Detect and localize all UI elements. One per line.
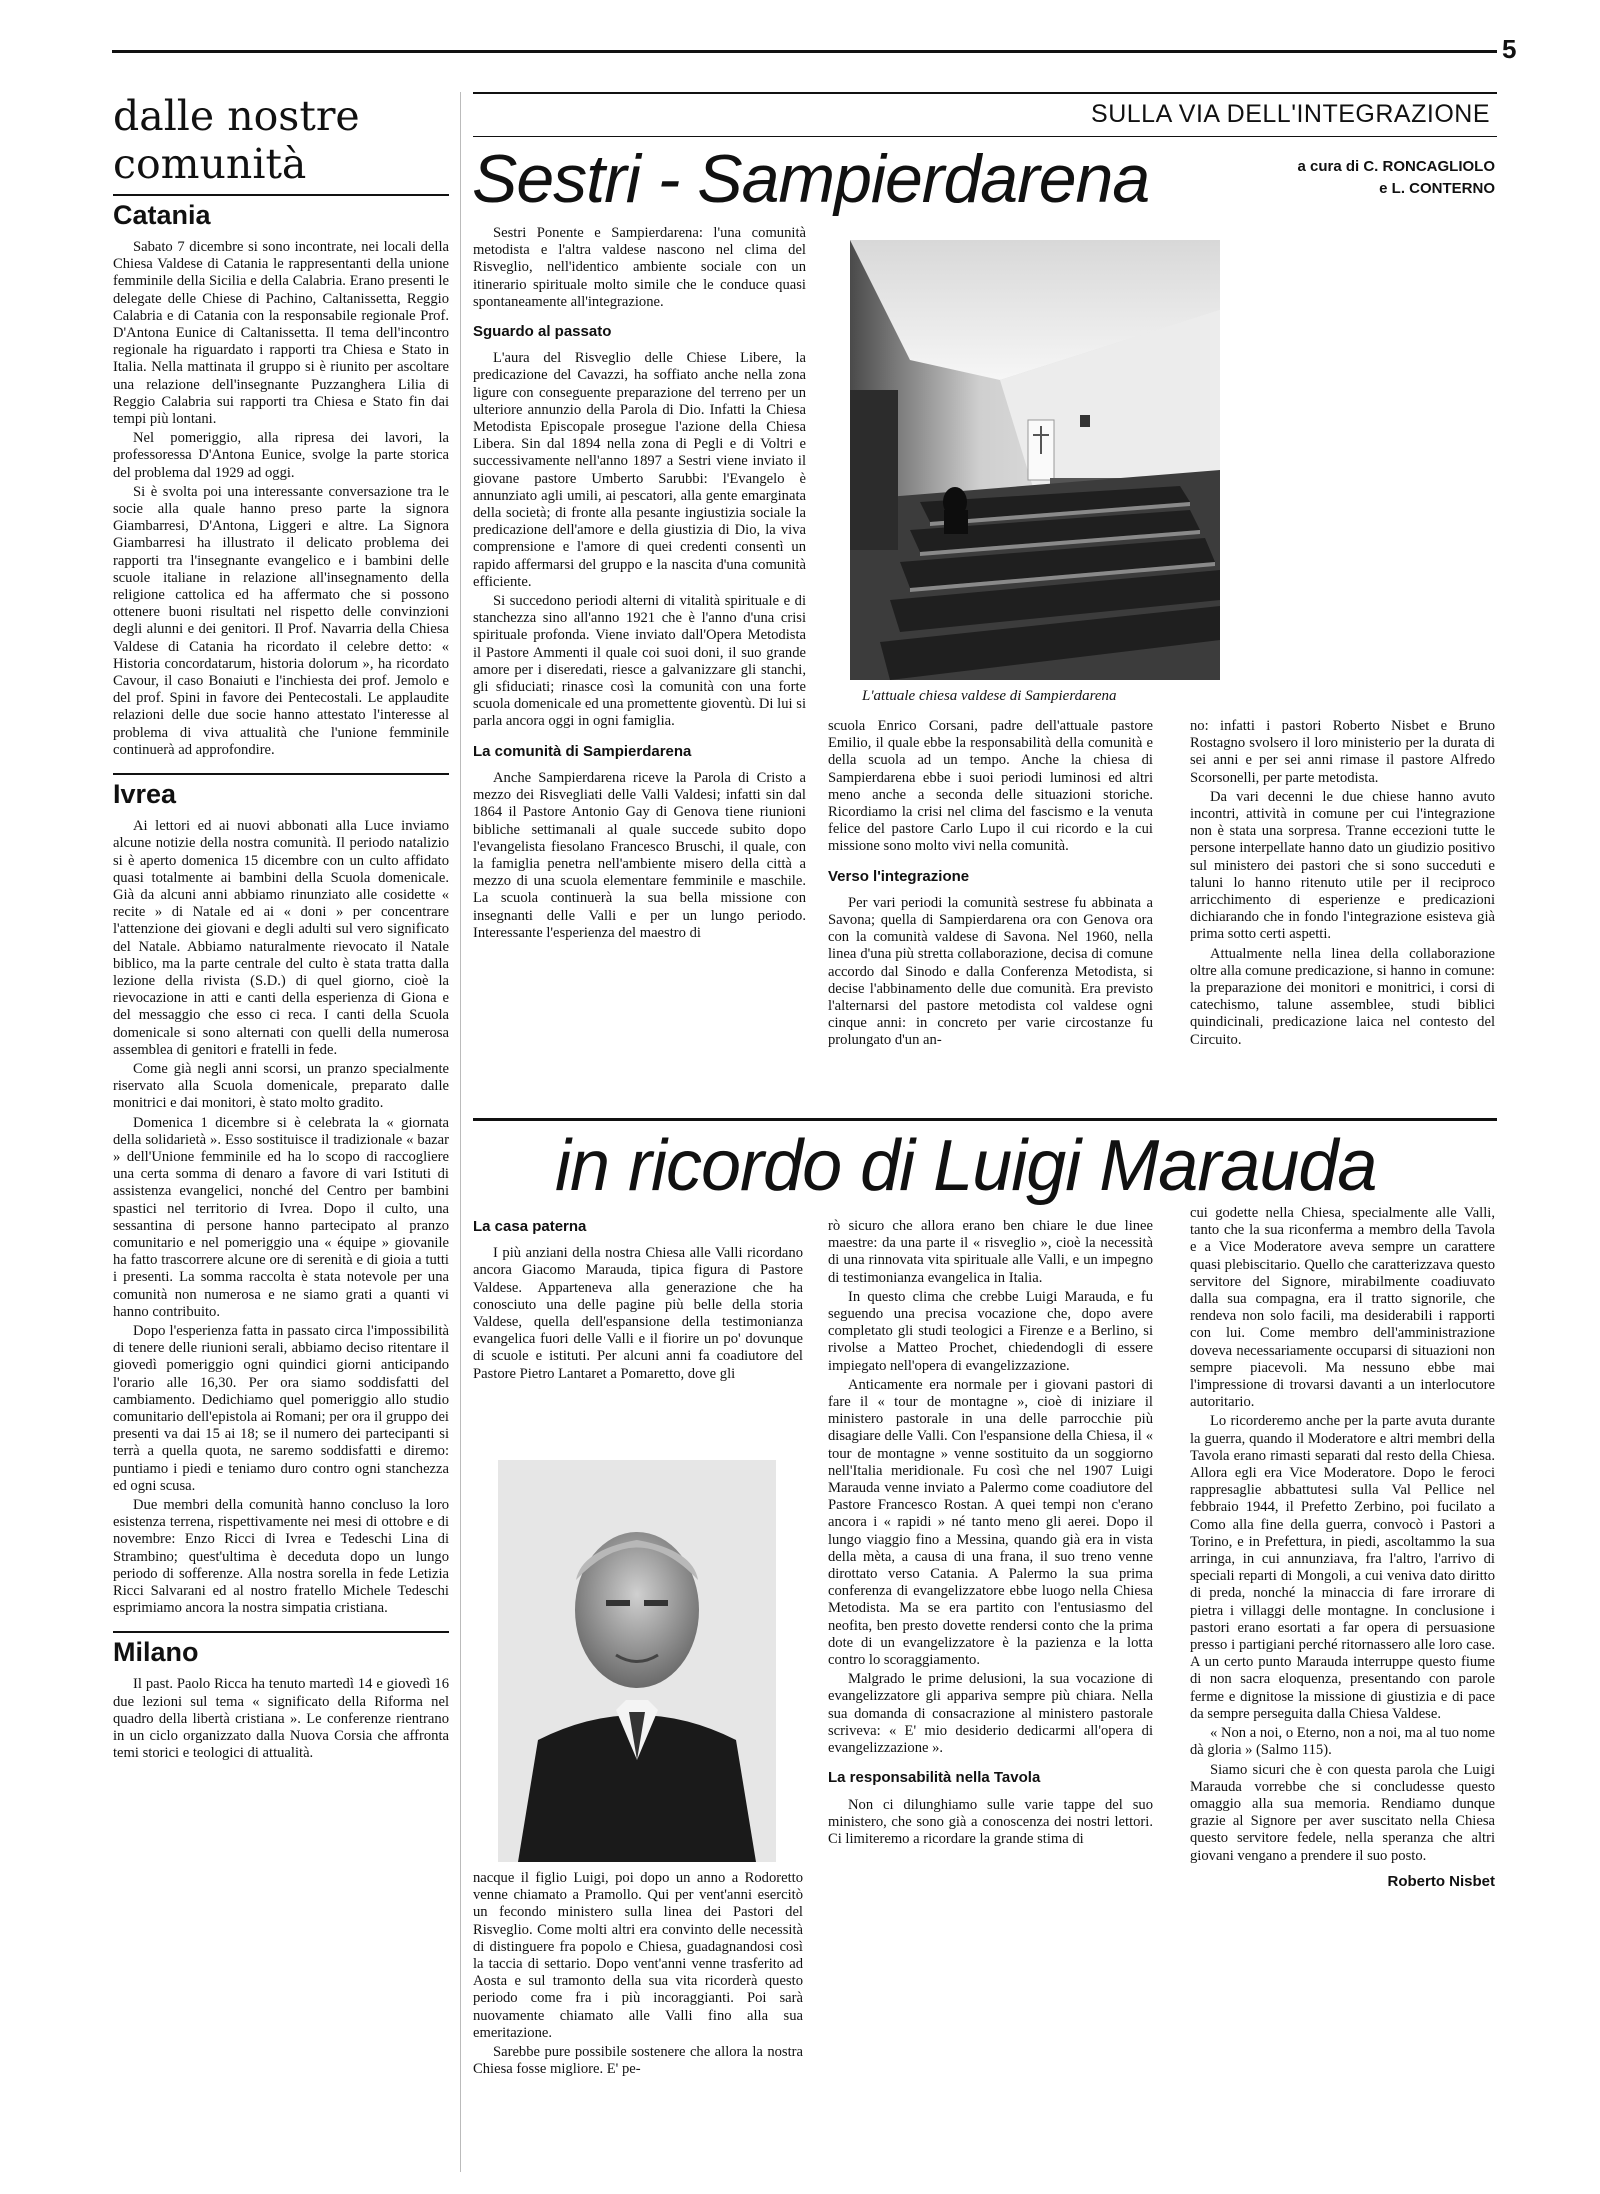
section-header: SULLA VIA DELL'INTEGRAZIONE bbox=[1091, 100, 1490, 128]
paragraph: In questo clima che crebbe Luigi Marauda, e fu seguendo una precisa vocazione che, dopo avere completato gli studi teologici a Firenze e a Berlino, si rivolse a Matteo Prochet, chiedendogli di essere impiegato nell'opera di evangelizzazione. bbox=[828, 1288, 1153, 1374]
credit-line-1: a cura di C. RONCAGLIOLO bbox=[1297, 158, 1495, 175]
paragraph: Come già negli anni scorsi, un pranzo specialmente riservato alla Scuola domenicale, preparato dalle monitrici e dai monitori, è stato molto gradito. bbox=[113, 1060, 449, 1112]
city-title-milano: Milano bbox=[113, 1631, 449, 1668]
intro-paragraph: Sestri Ponente e Sampierdarena: l'una comunità metodista e l'altra valdese nascono nel clima del Risveglio, nell'identico ambiente sociale con un itinerario spirituale molto simile che le conduce quasi spontaneamente all'integrazione. bbox=[473, 225, 806, 310]
paragraph: rò sicuro che allora erano ben chiare le due linee maestre: da una parte il « risveglio », cioè la necessità di una rinnovata vita spirituale alle Valli, e un impegno di testimonianza evangelica in Italia. bbox=[828, 1218, 1153, 1286]
section-rule-maraüda bbox=[473, 1118, 1497, 1121]
sestri-col1 bbox=[473, 225, 806, 942]
sestri-col2 bbox=[828, 718, 1153, 1050]
subheading: La responsabilità nella Tavola bbox=[828, 1769, 1041, 1787]
paragraph: scuola Enrico Corsani, padre dell'attuale pastore Emilio, il quale ebbe la responsabilità della comunità e della scuola ad un tempo. Anche la chiesa di Sampierdarena ebbe i suoi periodi luminosi ed altri meno anche a seconda delle situazioni storiche. Ricordiamo la crisi nel clima del fascismo e la venuta felice del pastore Carlo Lupo il cui ricordo e la cui missione sono molto vivi nella comunità. bbox=[828, 718, 1153, 855]
section-heading-line1: dalle nostre bbox=[113, 92, 360, 140]
paragraph: Non ci dilunghiamo sulle varie tappe del suo ministero, che sono già a conoscenza dei nostri lettori. Ci limiteremo a ricordare la grande stima di bbox=[828, 1796, 1153, 1847]
paragraph: no: infatti i pastori Roberto Nisbet e Bruno Rostagno svolsero il loro ministerio per la durata di sei anni e per sei anni rimase il pastore Alfredo Scorsonelli, per parte metodista. bbox=[1190, 718, 1495, 786]
paragraph: Domenica 1 dicembre si è celebrata la « giornata della solidarietà ». Esso sostituisce il tradizionale « bazar » dell'Unione femminile ed ha lo scopo di raccogliere una certa somma di denaro a favore di vari Istituti di assistenza evangelici, nonché del Centro per bambini spastici nel territorio di Ivrea. Dopo il culto, una sessantina di persone hanno partecipato al pranzo comunitario e nel pomeriggio una « équipe » giovanile ha fatto trascorrere alcune ore di serenità e di gioia a tutti i presenti. La somma raccolta è stata notevole per una comunità non numerosa e ne siamo grati a quanti vi hanno contribuito. bbox=[113, 1114, 449, 1320]
paragraph: Nel pomeriggio, alla ripresa dei lavori, la professoressa D'Antona Eunice, svolge la parte storica del problema dal 1929 ad oggi. bbox=[113, 430, 449, 481]
paragraph: Dopo l'esperienza fatta in passato circa l'impossibilità di tenere delle riunioni serali, abbiamo deciso ritentare il giovedì pomeriggio ogni quindici giorni anticipando l'orario alle 16,30. Per ora siamo soddisfatti del cambiamento. Dedichiamo quel pomeriggio allo studio comunitario dell'epistola ai Romani; per ora il gruppo dei presenti va dai 15 ai 18; se il numero dei partecipanti si terrà a quella quota, ne saremo soddisfatti e diremo: puntiamo i piedi e teniamo duro contro ogni stanchezza ed ogni scusa. bbox=[113, 1322, 449, 1494]
paragraph: I più anziani della nostra Chiesa alle Valli ricordano ancora Giacomo Marauda, tipica figura di Pastore Valdese. Apparteneva alla generazione che ha conosciuto una delle pagine più belle della storia Valdese, quella dell'espansione della testimonianza evangelica fuori delle Valli e il fiorire un po' dovunque di scuole e istituti. Per alcuni anni fa coadiutore del Pastore Pietro Lantaret a Pomaretto, dove gli bbox=[473, 1245, 803, 1382]
milano-article bbox=[113, 1676, 449, 1762]
paragraph: Anticamente era normale per i giovani pastori di fare il « tour de montagne », cioè di iniziare il ministero pastorale in una delle parrocchie più disagiare delle Valli. Con l'espansione della Chiesa, il « tour de montagne » venne sostituito da un soggiorno nell'Italia meridionale. Fu così che nel 1907 Luigi Marauda venne inviato a Palermo come coadiutore del Pastore Francesco Rostan. A quei tempi non c'erano ancora i « rapidi » né tanto meno gli aerei. Dopo il lungo viaggio fino a Messina, quando già era in vista della mèta, a causa di una frana, il suo treno venne dirottato verso Catania. A Palermo la sua prima conferenza di evangelizzatore ebbe luogo nella Chiesa Metodista. Ma se era partito con l'entusiasmo del neofita, ben presto dovette rendersi conto che la prima dote di un evangelizzatore è la pazienza e la lotta contro lo scoraggiamento. bbox=[828, 1376, 1153, 1669]
paragraph: Due membri della comunità hanno concluso la loro esistenza terrena, rispettivamente nei mesi di ottobre e di novembre: Enzo Ricci di Ivrea e Tedeschi Lina di Strambino; quest'ultima è deceduta dopo un lungo periodo di sofferenze. Alla nostra sorella in fede Letizia Ricci Salvarani ed al nostro fratello Michele Tedeschi esprimiamo ancora la nostra simpatia cristiana. bbox=[113, 1497, 449, 1617]
ivrea-article bbox=[113, 818, 449, 1617]
paragraph: Anche Sampierdarena riceve la Parola di Cristo a mezzo dei Risvegliati delle Valli Valdesi; infatti sin dal 1864 il Pastore Antonio Gay di Genova tiene riunioni bibliche settimanali al quale succede subito dopo l'evangelista fiesolano Francesco Bruschi, il quale, con la famiglia penetra nell'ambiente misero della città a mezzo di una scuola elementare femminile e maschile. La scuola continuerà la sua bella missione con insegnanti delle Valli e per un lungo periodo. Interessante l'esperienza del maestro di bbox=[473, 769, 806, 941]
paragraph: Malgrado le prime delusioni, la sua vocazione di evangelizzatore gli appariva sempre più chiara. Nella sua domanda di consacrazione al ministero pastorale scriveva: « E' mio desiderio dedicarmi all'opera di evangelizzazione ». bbox=[828, 1671, 1153, 1757]
page-number: 5 bbox=[1502, 34, 1517, 64]
column-divider bbox=[460, 92, 461, 2172]
paragraph: Per vari periodi la comunità sestrese fu abbinata a Savona; quella di Sampierdarena ora con Genova ora con la comunità valdese di Savona. Nel 1960, nella linea d'una più stretta collaborazione, decisa di comune accordo dal Sinodo e dalla Conferenza Metodista, si decise l'abbinamento delle due comunità. Era previsto l'alternarsi del pastore metodista col valdese ogni cinque anni: in concreto per varie circostanze fu prolungato d'un an- bbox=[828, 894, 1153, 1049]
portrait-photo bbox=[498, 1460, 776, 1862]
credit-line-2: e L. CONTERNO bbox=[1379, 180, 1495, 197]
subheading: Verso l'integrazione bbox=[828, 867, 970, 885]
section-rule-lower bbox=[473, 136, 1497, 137]
paragraph: Attualmente nella linea della collaborazione oltre alla comune predicazione, si hanno in comune: la preparazione dei monitori e monitrici, i corsi di catechismo, talune assemblee, studi biblici quindicinali, predicazione laica nel contesto del Circuito. bbox=[1190, 945, 1495, 1048]
section-heading-line2: comunità bbox=[113, 140, 307, 188]
city-title-ivrea: Ivrea bbox=[113, 773, 449, 810]
section-rule bbox=[473, 92, 1497, 94]
paragraph: Da vari decenni le due chiese hanno avuto incontri, attività in comune per cui l'integrazione non è stata una sorpresa. Tranne eccezioni tutte le persone interpellate hanno dato un giudizio positivo sul ministero dei pastori che si sono succeduti e taluni lo hanno ritenuto utile per il reciproco arricchimento di esperienze e predicazioni dichiarando che in fondo l'integrazione esisteva già prima sotto certi aspetti. bbox=[1190, 788, 1495, 943]
sestri-credit bbox=[1255, 156, 1495, 200]
signature: Roberto Nisbet bbox=[1387, 1872, 1495, 1890]
paragraph: Sarebbe pure possibile sostenere che allora la nostra Chiesa fosse migliore. E' pe- bbox=[473, 2044, 803, 2078]
paragraph: Si succedono periodi alterni di vitalità spirituale e di stanchezza sino all'anno 1921 che è l'anno d'una crisi spirituale profonda. Viene inviato dall'Opera Metodista il Pastore Ammenti il quale coi suoi doni, il suo grande amore per i diseredati, riesce a galvanizzare gli stanchi, gli sfiduciati; rinasce così la comunità con una forte scuola domenicale ed una promettente gioventù. Di lui si parla ancora oggi in ogni famiglia. bbox=[473, 593, 806, 730]
marauda-col2 bbox=[828, 1218, 1153, 1848]
portrait-illustration bbox=[498, 1460, 776, 1862]
paragraph: nacque il figlio Luigi, poi dopo un anno a Rodoretto venne chiamato a Pramollo. Qui per vent'anni esercitò un fecondo ministero sulla linea dei Pastori del Risveglio. Come molti altri era convinto delle necessità di distinguere fra popolo e Chiesa, guadagnandosi così la taccia di settario. Dopo vent'anni venne trasferito ad Aosta e sul tramonto della sua vita ricorderà questo periodo come fra i più incoraggianti. Poi sarà nuovamente chiamato alle Valli fino alla sua emeritazione. bbox=[473, 1870, 803, 2041]
paragraph: Il past. Paolo Ricca ha tenuto martedì 14 e giovedì 16 due lezioni sul tema « significato della Riforma nel quadro della libertà cristiana ». Le conferenze rientrano in un ciclo organizzato dalla Nuova Corsia che affronta temi storici e teologici di attualità. bbox=[113, 1676, 449, 1762]
sestri-title: Sestri - Sampierdarena bbox=[472, 141, 1150, 217]
marauda-col1-lower bbox=[473, 1870, 803, 2078]
marauda-col1 bbox=[473, 1218, 803, 1383]
paragraph: Ai lettori ed ai nuovi abbonati alla Luce inviamo alcune notizie della nostra comunità. Il periodo natalizio si è aperto domenica 15 dicembre con un culto affidato quasi totalmente ai bambini della Scuola domenicale. Già da alcuni anni abbiamo rinunziato alle cosidette « recite » di Natale ed ai « doni » per concentrare l'attenzione dei giovani e degli adulti sul vero significato del Natale. Abbiamo naturalmente rievocato il Natale biblico, ma la parte centrale del culto è stata tratta dalla lezione della rivista (S.D.) di quel giorno, cioè la rievocazione in atti e canti della esperienza di Giona e del messaggio che esso ci reca. I canti della Scuola domenicale si sono alternati con quelli della numerosa assemblea di genitori e fratelli in fede. bbox=[113, 818, 449, 1058]
paragraph: Siamo sicuri che è con questa parola che Luigi Marauda vorrebbe che si concludesse questo omaggio alla sua memoria. Rendiamo dunque grazie al Signore per aver suscitato nella Chiesa questo servitore fedele, nella speranza che altri giovani vengano a prendere il suo posto. bbox=[1190, 1761, 1495, 1864]
city-title-catania: Catania bbox=[113, 194, 449, 231]
photo-caption: L'attuale chiesa valdese di Sampierdarena bbox=[862, 688, 1117, 704]
sestri-col3 bbox=[1190, 718, 1495, 1049]
church-photo bbox=[850, 240, 1220, 680]
section-heading bbox=[113, 92, 449, 188]
paragraph: Lo ricorderemo anche per la parte avuta durante la guerra, quando il Moderatore e altri membri della Tavola erano rimasti separati dal resto della Chiesa. Allora egli era Vice Moderatore. Dopo le feroci rappresaglie abbattutesi sulla Val Pellice nel febbraio 1944, il Prefetto Zerbino, poi fucilato a Como alla fine della guerra, convocò i Pastori a Torino, e in Prefettura, in piedi, ascoltammo la sua arringa, in cui annunziava, fra l'altro, l'arrivo di speciali reparti di Mongoli, a cui veniva dato diritto di preda, nonché la minaccia di fare irrorare di pietra i villaggi delle montagne. In conclusione i pastori erano esortati a far opera di persuasione presso i partigiani perché ritornassero alle loro case. A un certo punto Marauda interruppe questo fiume di non sacra eloquenza, presentando con parole ferme e dignitose la missione di giustizia e di pace da sempre perseguita dalla Chiesa Valdese. bbox=[1190, 1413, 1495, 1722]
paragraph: L'aura del Risveglio delle Chiese Libere, la predicazione del Cavazzi, ha soffiato anche nella zona ligure con conseguente preparazione del terreno per un ulteriore annunzio della Parola di Dio. Infatti la Chiesa Metodista Episcopale prosegue l'azione della Chiesa Libera. Sin dal 1894 nella zona di Pegli e di Voltri e successivamente nell'anno 1897 a Sestri viene inviato il giovane pastore Umberto Sarubbi: l'Evangelo è annunziato agli umili, ai pescatori, alla gente emarginata della società; di fronte alla pesante ingiustizia sociale la predicazione dell'amore e della giustizia di Dio, la viva comprensione e l'amore di quei credenti consentì un rapido affermarsi del gruppo e la nascita d'una comunità efficiente. bbox=[473, 350, 806, 590]
paragraph: cui godette nella Chiesa, specialmente alle Valli, tanto che la sua riconferma a membro della Tavola e a Vice Moderatore aveva sempre un carattere quasi plebiscitario. Quello che caratterizzava questo servitore del Signore, mirabilmente coadiuvato dalla sua compagna, era il tratto signorile, che rendeva non solo facili, ma desiderabili i rapporti con lui. Come membro dell'amministrazione doveva necessariamente occuparsi di situazioni non sempre piacevoli. Ma nessuno ebbe mai l'impressione di trovarsi davanti a un interlocutore autoritario. bbox=[1190, 1205, 1495, 1411]
left-column bbox=[113, 92, 449, 1762]
paragraph: Sabato 7 dicembre si sono incontrate, nei locali della Chiesa Valdese di Catania le rappresentanti della unione femminile della Sicilia e della Calabria. Erano presenti le delegate delle Chiese di Pachino, Caltanissetta, Reggio Calabria e di Catania con la responsabile regionale Prof. D'Antona Eunice di Caltanissetta. Il tema dell'incontro regionale ha riguardato i rapporti tra Chiesa e Stato in Italia. Nella mattinata il gruppo si è riunito per ascoltare una relazione dell'insegnante Puzzanghera Lilia di Reggio Calabria sui rapporti tra Chiesa e Stato fin dai tempi più lontani. bbox=[113, 239, 449, 428]
paragraph: « Non a noi, o Eterno, non a noi, ma al tuo nome dà gloria » (Salmo 115). bbox=[1190, 1725, 1495, 1759]
catania-article bbox=[113, 239, 449, 759]
top-rule bbox=[112, 50, 1497, 53]
marauda-title: in ricordo di Luigi Marauda bbox=[555, 1126, 1377, 1206]
marauda-col3 bbox=[1190, 1205, 1495, 1890]
subheading: Sguardo al passato bbox=[473, 323, 612, 341]
church-interior-illustration bbox=[850, 240, 1220, 680]
paragraph: Si è svolta poi una interessante conversazione tra le socie alla quale hanno preso parte la signora Giambarresi, D'Antona, Liggeri e altre. La Signora Giambarresi ha illustrato il delicato problema dei rapporti tra l'insegnante evangelico e i bambini delle scuole italiane in relazione all'insegnamento della religione cattolica ed ha affermato che si possono ottenere buoni risultati nel rispetto delle convinzioni degli alunni e dei genitori. Il Prof. Navarria della Chiesa Valdese di Catania ha ricordato il celebre detto: « Historia concordatarum, historia dolorum », ha ricordato Cavour, il caso Bonaiuti e l'inchiesta dei prof. Jemolo e del prof. Spini in favore dei Pentecostali. Le applaudite relazioni delle due socie hanno attestato l'interesse al problema di viva attualità che l'unione femminile continuerà ad approfondire. bbox=[113, 483, 449, 758]
subheading: La comunità di Sampierdarena bbox=[473, 742, 692, 760]
subheading: La casa paterna bbox=[473, 1218, 587, 1235]
